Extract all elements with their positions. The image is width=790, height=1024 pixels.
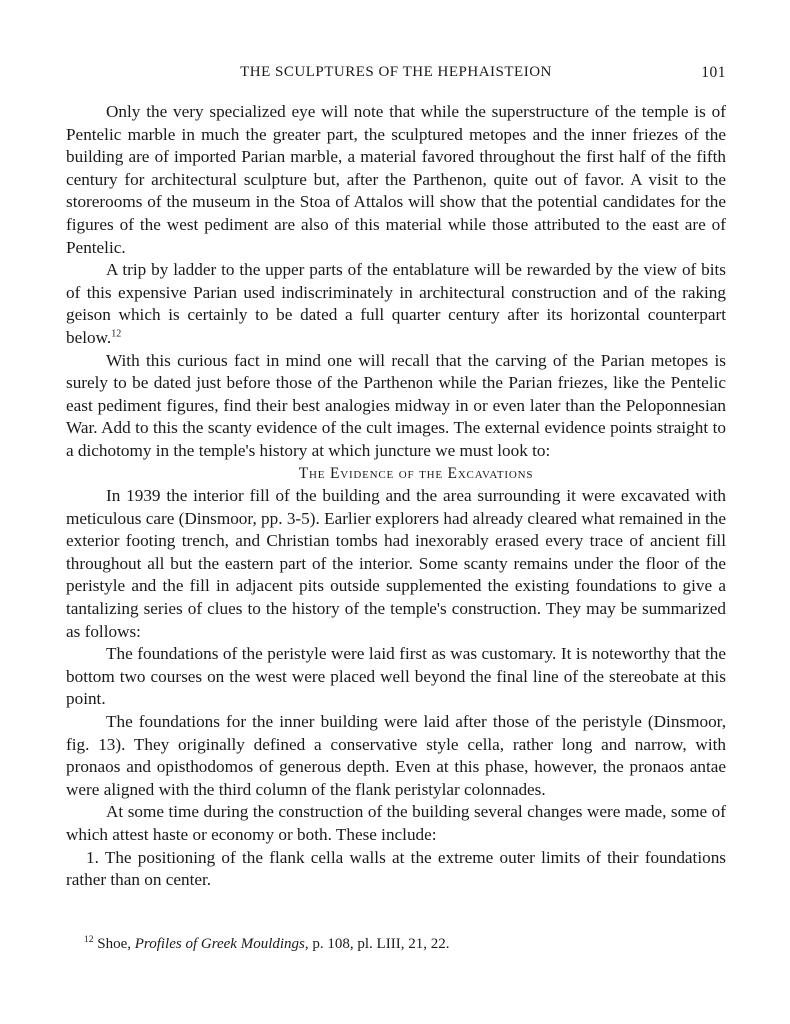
running-header: [66, 62, 726, 86]
paragraph-ladder-trip: [66, 259, 726, 349]
footnote-number: 12: [84, 935, 94, 945]
paragraph-curious-fact: With this curious fact in mind one will recall that the carving of the Parian metopes is surely to be dated just before those of the Parthenon while the Parian friezes, like the Pentelic east pediment figures, find their best analogies midway in or even later than the Peloponnesian War. Add to this the scanty evidence of the cult images. The external evidence points straight to a dichotomy in the temple's history at which juncture we must look to:: [66, 350, 726, 460]
footnote-author: Shoe,: [97, 936, 131, 952]
paragraph-parian-marble: Only the very specialized eye will note that while the superstructure of the temple is of Pentelic marble in much the greater part, the sculptured metopes and the inner friezes of the building are of imported Parian marble, a material favored throughout the first half of the fifth century for architectural sculpture but, after the Parthenon, quite out of favor. A visit to the storerooms of the museum in the Stoa of Attalos will show that the potential candidates for the figures of the west pediment are also of this material while those attributed to the east are of Pentelic.: [66, 102, 726, 257]
paragraph-construction-changes: At some time during the construction of the building several changes were made, some of which attest haste or economy or both. These include:: [66, 802, 726, 844]
ladder-paragraph-text: A trip by ladder to the upper parts of the entablature will be rewarded by the view of bits of this expensive Parian used indiscriminately in architectural construction and of the raking geison which is certainly to be dated a full quarter century after its horizontal counterpart below.: [66, 260, 726, 347]
page-number: 101: [701, 64, 726, 81]
section-heading: The Evidence of the Excavations: [298, 464, 534, 482]
body-text: [66, 101, 726, 892]
footnote-reference: 12: [111, 328, 122, 340]
running-title: THE SCULPTURES OF THE HEPHAISTEION: [240, 64, 552, 80]
footnote-citation: , p. 108, pl. LIII, 21, 22.: [304, 936, 450, 952]
footnote: [66, 934, 744, 954]
paragraph-excavations-1939: In 1939 the interior fill of the building and the area surrounding it were excavated with meticulous care (Dinsmoor, pp. 3-5). Earlier explorers had already cleared what remained in the exterior footing trench, and Christian tombs had inexorably erased every trace of ancient fill throughout all but the eastern part of the interior. Some scanty remains under the floor of the peristyle and the fill in adjacent pits outside supplemented the existing foundations to give a tantalizing series of clues to the history of the temple's construction. They may be summarized as follows:: [66, 486, 726, 641]
paragraph-inner-building: The foundations for the inner building were laid after those of the peristyle (Dinsmoor, fig. 13). They originally defined a conservative style cella, rather long and narrow, with pronaos and opisthodomos of generous depth. Even at this phase, however, the pronaos antae were aligned with the third column of the flank peristylar colonnades.: [66, 712, 726, 799]
list-item: 1. The positioning of the flank cella walls at the extreme outer limits of their foundations rather than on center.: [66, 847, 726, 890]
paragraph-peristyle-foundations: The foundations of the peristyle were laid first as was customary. It is noteworthy that the bottom two courses on the west were placed well beyond the final line of the stereobate at this point.: [66, 644, 726, 709]
footnote-title: Profiles of Greek Mouldings: [134, 936, 305, 952]
